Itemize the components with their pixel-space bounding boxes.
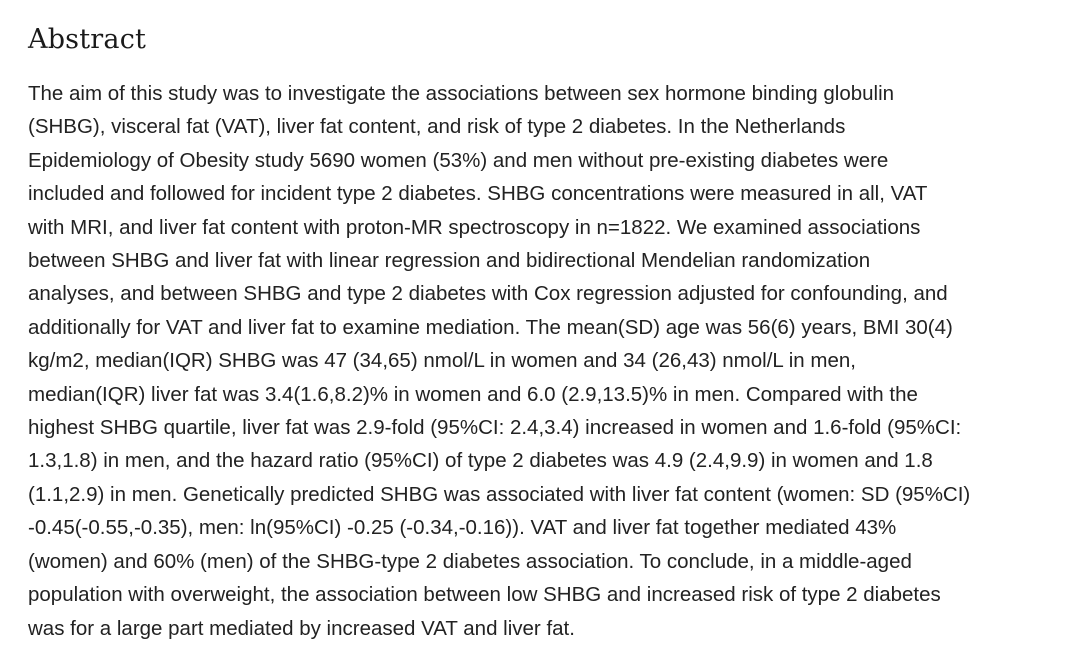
abstract-line: kg/m2, median(IQR) SHBG was 47 (34,65) nmol/L in women and 34 (26,43) nmol/L in men, (28, 349, 856, 373)
abstract-line: between SHBG and liver fat with linear regression and bidirectional Mendelian randomization (28, 249, 871, 273)
abstract-line: The aim of this study was to investigate the associations between sex hormone binding globulin (28, 82, 895, 105)
abstract-line: with MRI, and liver fat content with proton-MR spectroscopy in n=1822. We examined associations (28, 215, 921, 239)
abstract-line: median(IQR) liver fat was 3.4(1.6,8.2)% in women and 6.0 (2.9,13.5)% in men. Compared with the (28, 382, 918, 406)
abstract-line: analyses, and between SHBG and type 2 diabetes with Cox regression adjusted for confounding, and (28, 282, 948, 306)
abstract-line: -0.45(-0.55,-0.35), men: ln(95%CI) -0.25 (-0.34,-0.16)). VAT and liver fat together mediated 43% (28, 516, 897, 540)
abstract-line: included and followed for incident type 2 diabetes. SHBG concentrations were measured in all, VAT (28, 182, 928, 206)
abstract-line: 1.3,1.8) in men, and the hazard ratio (95%CI) of type 2 diabetes was 4.9 (2.4,9.9) in women and 1.8 (28, 449, 933, 473)
abstract-heading: Abstract (28, 24, 147, 55)
abstract-line: (1.1,2.9) in men. Genetically predicted SHBG was associated with liver fat content (women: SD (95%CI) (28, 482, 971, 506)
abstract-text (28, 77, 1068, 645)
abstract-line: was for a large part mediated by increased VAT and liver fat. (28, 616, 575, 640)
abstract-line: population with overweight, the association between low SHBG and increased risk of type 2 diabetes (28, 583, 941, 607)
abstract-section (28, 20, 1068, 645)
abstract-line: Epidemiology of Obesity study 5690 women (53%) and men without pre-existing diabetes were (28, 148, 889, 172)
abstract-line: highest SHBG quartile, liver fat was 2.9-fold (95%CI: 2.4,3.4) increased in women and 1.6-fold (95%CI: (28, 416, 962, 440)
abstract-line: additionally for VAT and liver fat to examine mediation. The mean(SD) age was 56(6) years, BMI 30(4) (28, 315, 953, 339)
abstract-line: (women) and 60% (men) of the SHBG-type 2 diabetes association. To conclude, in a middle-aged (28, 549, 912, 573)
abstract-line: (SHBG), visceral fat (VAT), liver fat content, and risk of type 2 diabetes. In the Netherlands (28, 115, 846, 139)
